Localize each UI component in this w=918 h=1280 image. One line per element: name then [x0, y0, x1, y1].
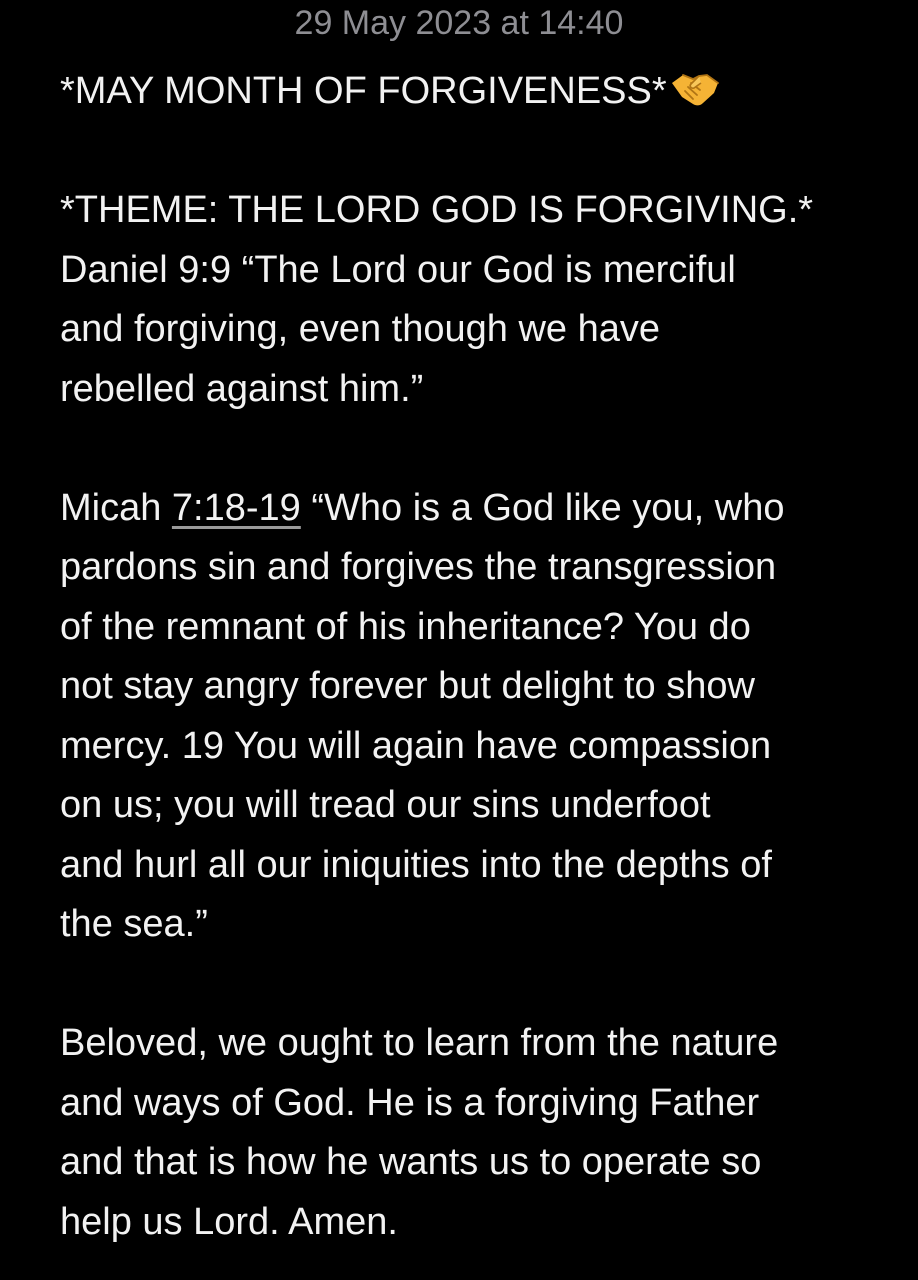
micah-prefix: Micah — [60, 486, 172, 529]
closing-line: and ways of God. He is a forgiving Father — [60, 1081, 760, 1124]
paragraph-gap — [60, 122, 880, 182]
micah-line: and hurl all our iniquities into the depths of — [60, 843, 772, 886]
micah-first-line — [60, 479, 880, 539]
daniel-line: and forgiving, even though we have — [60, 308, 660, 350]
micah-reference-link[interactable]: 7:18-19 — [171, 486, 301, 529]
micah-line: mercy. 19 You will again have compassion — [60, 724, 772, 767]
closing-line: help us Lord. Amen. — [60, 1200, 398, 1243]
closing-line: and that is how he wants us to operate so — [60, 1141, 762, 1183]
note-body[interactable] — [60, 62, 880, 1252]
micah-line: not stay angry forever but delight to show — [60, 665, 755, 707]
micah-line: pardons sin and forgives the transgression — [60, 546, 777, 588]
daniel-line: rebelled against him.” — [60, 367, 424, 410]
handshake-icon — [669, 69, 721, 109]
theme-line: *THEME: THE LORD GOD IS FORGIVING.* — [60, 189, 814, 231]
note-title: *MAY MONTH OF FORGIVENESS* — [60, 70, 667, 112]
note-timestamp: 29 May 2023 at 14:40 — [294, 4, 624, 42]
note-title-line — [60, 62, 880, 122]
micah-line: the sea.” — [60, 903, 208, 945]
paragraph-gap — [60, 955, 880, 1015]
micah-line: of the remnant of his inheritance? You do — [60, 605, 751, 648]
paragraph-gap — [60, 419, 880, 479]
daniel-line: Daniel 9:9 “The Lord our God is merciful — [60, 248, 736, 291]
micah-line: on us; you will tread our sins underfoot — [60, 784, 711, 826]
micah-first-rest: “Who is a God like you, who — [300, 486, 785, 529]
closing-line: Beloved, we ought to learn from the nature — [60, 1022, 779, 1064]
